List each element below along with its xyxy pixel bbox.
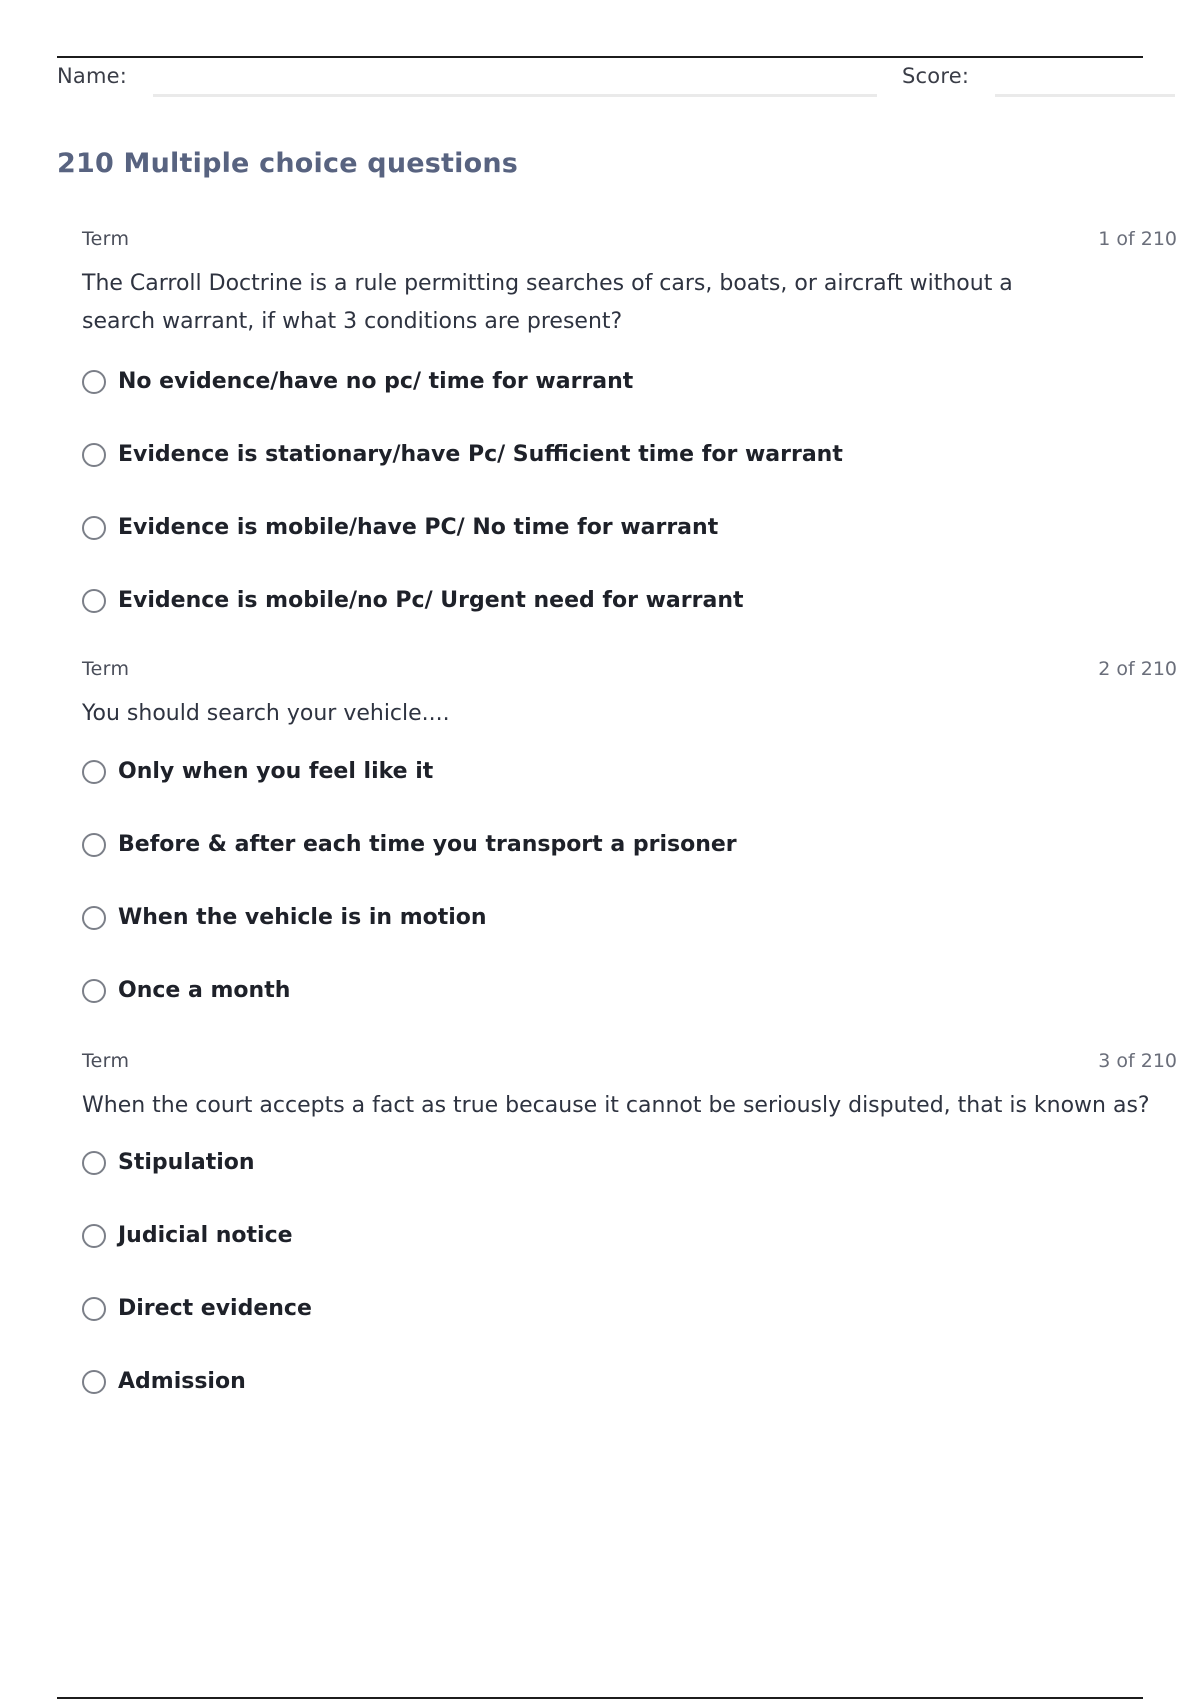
score-field[interactable] (995, 94, 1175, 97)
question-text: The Carroll Doctrine is a rule permitting searches of cars, boats, or aircraft without a search warrant, if what 3 conditions are present? (82, 271, 1013, 334)
radio-button-icon[interactable] (82, 1151, 106, 1175)
question-text: When the court accepts a fact as true because it cannot be seriously disputed, that is known as? (82, 1093, 1150, 1118)
top-divider (57, 56, 1143, 58)
radio-button-icon[interactable] (82, 906, 106, 930)
question-3 (82, 1050, 1177, 1410)
radio-button-icon[interactable] (82, 589, 106, 613)
answer-option-label[interactable]: Judicial notice (118, 1223, 293, 1248)
radio-button-icon[interactable] (82, 1370, 106, 1394)
answer-option-label[interactable]: Once a month (118, 978, 291, 1003)
worksheet-header (57, 64, 1177, 100)
question-counter: 1 of 210 (1098, 228, 1177, 250)
radio-button-icon[interactable] (82, 833, 106, 857)
answer-option-label[interactable]: Evidence is mobile/no Pc/ Urgent need for warrant (118, 588, 744, 613)
bottom-divider (57, 1697, 1143, 1699)
radio-button-icon[interactable] (82, 979, 106, 1003)
answer-option-label[interactable]: Stipulation (118, 1150, 255, 1175)
answer-option-label[interactable]: Evidence is stationary/have Pc/ Sufficient time for warrant (118, 442, 843, 467)
question-counter: 2 of 210 (1098, 658, 1177, 680)
question-term-label: Term (82, 658, 130, 680)
radio-button-icon[interactable] (82, 760, 106, 784)
radio-button-icon[interactable] (82, 1224, 106, 1248)
answer-option-label[interactable]: Before & after each time you transport a prisoner (118, 832, 737, 857)
question-1 (82, 228, 1177, 628)
name-field[interactable] (153, 94, 877, 97)
radio-button-icon[interactable] (82, 516, 106, 540)
answer-option-label[interactable]: Admission (118, 1369, 246, 1394)
answer-option-label[interactable]: Direct evidence (118, 1296, 312, 1321)
answer-option-label[interactable]: Evidence is mobile/have PC/ No time for warrant (118, 515, 719, 540)
question-term-label: Term (82, 228, 130, 250)
question-2 (82, 658, 1177, 1018)
answer-option-label[interactable]: When the vehicle is in motion (118, 905, 487, 930)
question-term-label: Term (82, 1050, 130, 1072)
radio-button-icon[interactable] (82, 370, 106, 394)
answer-option-label[interactable]: Only when you feel like it (118, 759, 434, 784)
question-text: You should search your vehicle.... (82, 701, 450, 726)
answer-option-label[interactable]: No evidence/have no pc/ time for warrant (118, 369, 634, 394)
radio-button-icon[interactable] (82, 443, 106, 467)
score-label: Score: (902, 64, 970, 88)
question-counter: 3 of 210 (1098, 1050, 1177, 1072)
name-label: Name: (57, 64, 128, 88)
page-title: 210 Multiple choice questions (57, 148, 519, 179)
radio-button-icon[interactable] (82, 1297, 106, 1321)
